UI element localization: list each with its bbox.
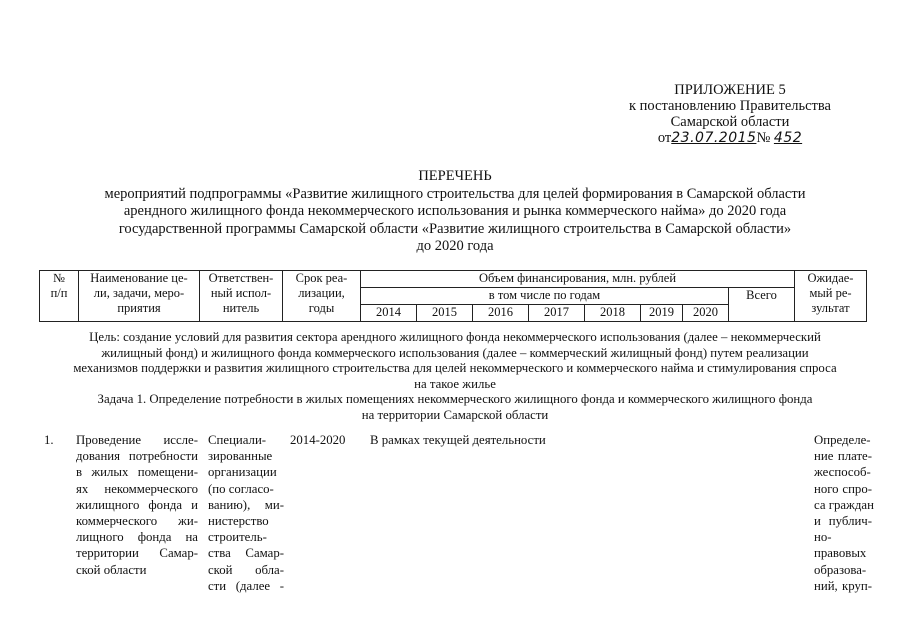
task-line: Задача 1. Определение потребности в жилых помещениях некоммерческого жилищного фонда и коммерческого жилищного фонда <box>97 392 813 406</box>
header-name: Наименование це- ли, задачи, меро- приятия <box>79 271 200 322</box>
header-year: 2017 <box>529 305 585 322</box>
row-period: 2014-2020 <box>290 433 346 447</box>
appendix-number: ПРИЛОЖЕНИЕ 5 <box>674 82 786 98</box>
header-result: Ожидае- мый ре- зультат <box>795 271 867 322</box>
goal-section <box>40 330 870 423</box>
appendix-date-line <box>600 130 860 146</box>
handwritten-date: 23.07.2015 <box>671 130 757 146</box>
header-total: Всего <box>729 288 795 322</box>
goal-line: Цель: создание условий для развития сектора арендного жилищного фонда некоммерческого использования (далее – некоммерческий <box>89 330 821 344</box>
date-prefix: от <box>657 130 672 146</box>
number-prefix: № <box>756 130 771 146</box>
header-year: 2016 <box>473 305 529 322</box>
header-funding: Объем финансирования, млн. рублей <box>361 271 795 288</box>
appendix-block <box>600 82 860 146</box>
row-responsible: Специали- зированные организации (по согласо- ванию), ми- нистерство строитель- ства Самар- ской обла- сти (далее - <box>208 433 284 593</box>
header-year: 2014 <box>361 305 417 322</box>
header-year: 2020 <box>683 305 729 322</box>
document-title <box>40 168 870 256</box>
row-number: 1. <box>44 433 54 447</box>
goal-line: на такое жилье <box>414 376 496 391</box>
appendix-resolution: к постановлению Правительства <box>629 98 831 114</box>
header-num: № п/п <box>40 271 79 322</box>
title-line: мероприятий подпрограммы «Развитие жилищного строительства для целей формирования в Самарской области <box>104 185 806 202</box>
table-header <box>39 270 867 322</box>
appendix-region: Самарской области <box>670 114 790 130</box>
handwritten-number: 452 <box>773 130 803 146</box>
goal-line: жилищный фонд) и жилищного фонда коммерческого использования (далее – коммерческий жилищный фонд) путем реализации <box>101 345 809 360</box>
row-funding: В рамках текущей деятельности <box>370 433 546 447</box>
header-period: Срок реа- лизации, годы <box>283 271 361 322</box>
row-expected-result: Определе- ние плате- жеспособ- ного спро- са граждан и публич- но- правовых образова- ний, круп- <box>814 433 874 593</box>
goal-line: механизмов поддержки и развития жилищного строительства для целей некоммерческого и коммерческого найма и стимулирования спроса <box>73 361 837 375</box>
row-activity-name: Проведение исcле- дования потребности в жилых помещени- ях некоммерческого жилищного фонда и коммерческого жи- лищного фонда на территории Самар- ской области <box>76 433 198 577</box>
title-line: арендного жилищного фонда некоммерческого использования и рынка коммерческого найма» до 2020 года <box>123 203 787 219</box>
header-by-year: в том числе по годам <box>361 288 729 305</box>
header-year: 2015 <box>417 305 473 322</box>
title-line: государственной программы Самарской области «Развитие жилищного строительства в Самарской области» <box>118 220 792 237</box>
title-line: до 2020 года <box>416 238 494 254</box>
title-heading: ПЕРЕЧЕНЬ <box>418 168 492 184</box>
header-responsible: Ответствен- ный испол- нитель <box>200 271 283 322</box>
task-line: на территории Самарской области <box>361 407 549 422</box>
header-year: 2019 <box>641 305 683 322</box>
header-year: 2018 <box>585 305 641 322</box>
